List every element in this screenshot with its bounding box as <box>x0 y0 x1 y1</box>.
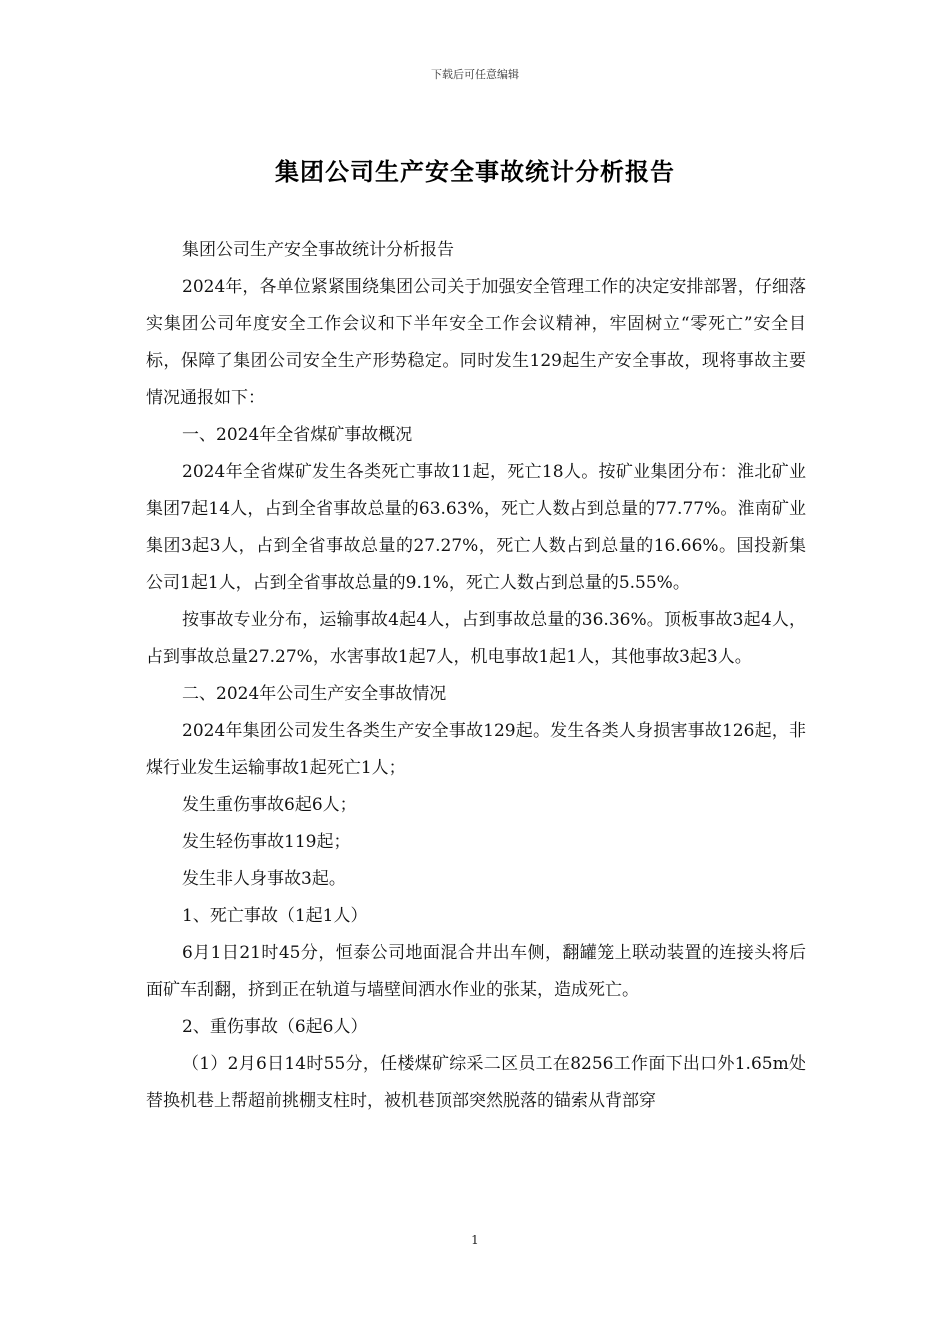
paragraph: 发生重伤事故6起6人； <box>182 795 357 815</box>
document-title: 集团公司生产安全事故统计分析报告 <box>275 157 675 186</box>
paragraph: 集团公司生产安全事故统计分析报告 <box>182 240 454 260</box>
section-heading: 一、2024年全省煤矿事故概况 <box>182 425 413 445</box>
paragraph: （1）2月6日14时55分，任楼煤矿综采二区员工在8256工作面下出口外1.65m处替换机巷上帮超前挑棚支柱时，被机巷顶部突然脱落的锚索从背部穿 <box>146 1054 806 1111</box>
paragraph: 发生非人身事故3起。 <box>182 869 346 889</box>
paragraph: 按事故专业分布，运输事故4起4人，占到事故总量的36.36%。顶板事故3起4人，占到事故总量27.27%，水害事故1起7人，机电事故1起1人，其他事故3起3人。 <box>146 610 806 667</box>
paragraph: 2024年集团公司发生各类生产安全事故129起。发生各类人身损害事故126起，非煤行业发生运输事故1起死亡1人； <box>146 721 806 778</box>
paragraph: 发生轻伤事故119起； <box>182 832 351 852</box>
subsection-heading: 1、死亡事故（1起1人） <box>182 906 368 926</box>
paragraph: 2024年，各单位紧紧围绕集团公司关于加强安全管理工作的决定安排部署，仔细落实集团公司年度安全工作会议和下半年安全工作会议精神，牢固树立“零死亡”安全目标，保障了集团公司安全生产形势稳定。同时发生129起生产安全事故，现将事故主要情况通报如下： <box>146 277 806 408</box>
section-heading: 二、2024年公司生产安全事故情况 <box>182 684 447 704</box>
header-note: 下载后可任意编辑 <box>431 68 519 81</box>
document-body <box>146 232 806 1120</box>
subsection-heading: 2、重伤事故（6起6人） <box>182 1017 368 1037</box>
paragraph: 6月1日21时45分，恒泰公司地面混合井出车侧，翻罐笼上联动装置的连接头将后面矿车刮翻，挤到正在轨道与墙壁间洒水作业的张某，造成死亡。 <box>146 943 806 1000</box>
paragraph: 2024年全省煤矿发生各类死亡事故11起，死亡18人。按矿业集团分布：淮北矿业集团7起14人，占到全省事故总量的63.63%，死亡人数占到总量的77.77%。淮南矿业集团3起3人，占到全省事故总量的27.27%，死亡人数占到总量的16.66%。国投新集公司1起1人，占到全省事故总量的9.1%，死亡人数占到总量的5.55%。 <box>146 462 806 593</box>
page-number: 1 <box>471 1233 479 1247</box>
